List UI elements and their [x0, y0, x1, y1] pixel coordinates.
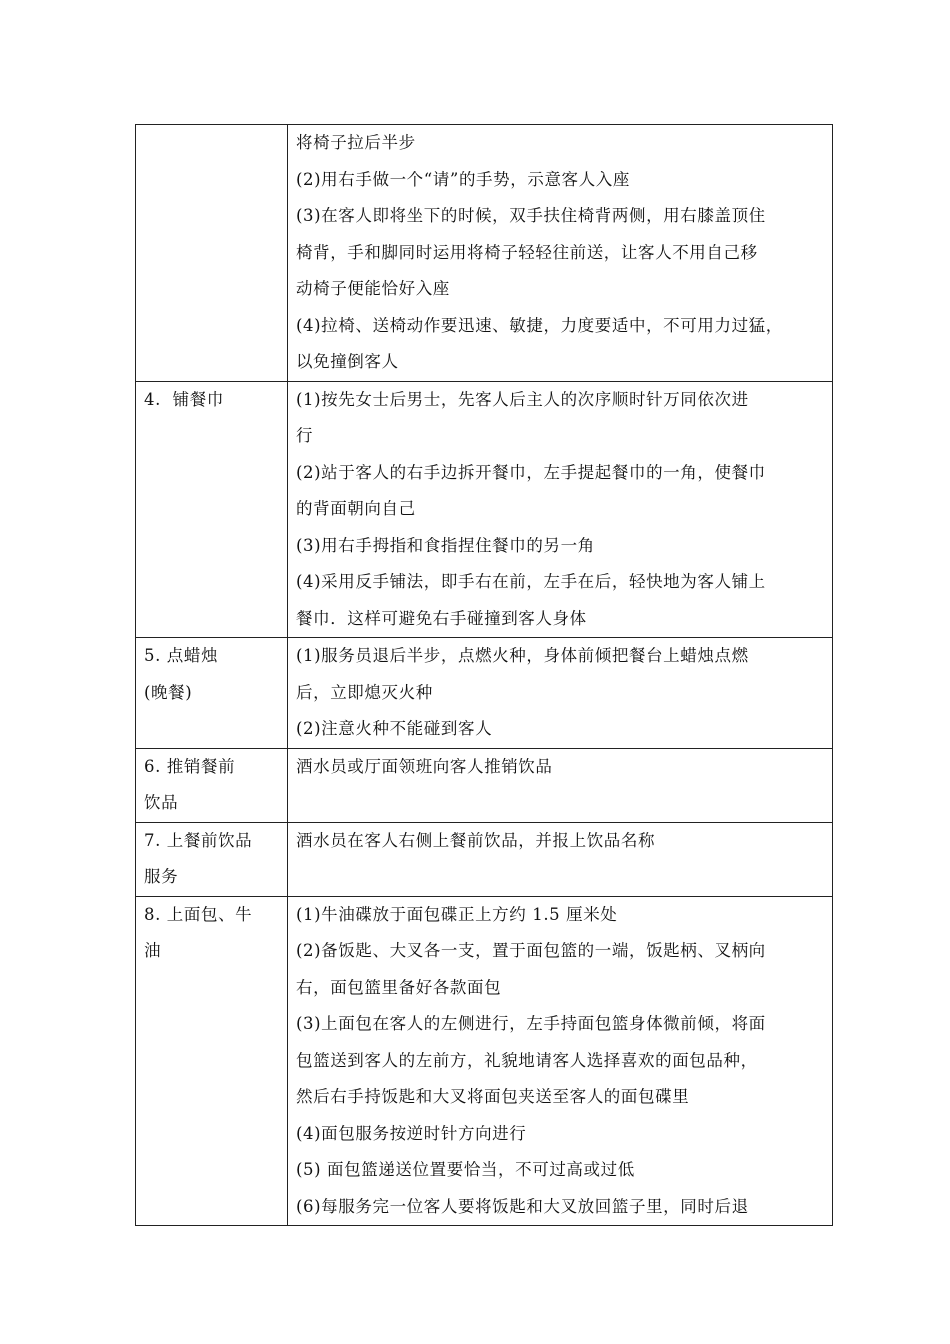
procedure-line: (3)用右手拇指和食指捏住餐巾的另一角	[296, 535, 595, 555]
table-row	[136, 822, 833, 896]
table-row	[136, 381, 833, 638]
procedure-line: (2)备饭匙、大叉各一支，置于面包篮的一端，饭匙柄、叉柄向	[296, 941, 766, 960]
step-cell	[136, 125, 288, 382]
procedure-line: 后，立即熄灭火种	[296, 682, 433, 702]
procedure-line: (6)每服务完一位客人要将饭匙和大叉放回篮子里，同时后退	[296, 1196, 749, 1216]
table-row	[136, 748, 833, 822]
procedure-line: 餐巾．这样可避免右手碰撞到客人身体	[296, 608, 587, 628]
procedure-line: (2)站于客人的右手边拆开餐巾，左手提起餐巾的一角，使餐巾	[296, 462, 766, 482]
step-cell: 5. 点蜡烛 (晚餐)	[136, 638, 288, 749]
procedure-line: 右，面包篮里备好各款面包	[296, 977, 502, 997]
table-row	[136, 638, 833, 749]
table-row	[136, 896, 833, 1226]
procedure-line: 椅背，手和脚同时运用将椅子轻轻往前送，让客人不用自己移	[296, 242, 758, 262]
procedure-line: 然后右手持饭匙和大叉将面包夹送至客人的面包碟里	[296, 1087, 690, 1106]
procedure-line: (5) 面包篮递送位置要恰当，不可过高或过低	[296, 1160, 635, 1179]
procedure-line: 行	[296, 426, 314, 445]
procedure-cell	[288, 896, 833, 1226]
table-row	[136, 125, 833, 382]
procedure-line: 酒水员在客人右侧上餐前饮品，并报上饮品名称	[296, 830, 656, 850]
procedure-cell	[288, 381, 833, 638]
procedure-line: (4)采用反手铺法，即手右在前，左手在后，轻快地为客人铺上	[296, 572, 766, 591]
procedure-line: (2)用右手做一个“请”的手势，示意客人入座	[296, 169, 630, 189]
step-cell: 6. 推销餐前 饮品	[136, 748, 288, 822]
step-cell: 8. 上面包、牛 油	[136, 896, 288, 1226]
procedure-line: (1)服务员退后半步，点燃火种，身体前倾把餐台上蜡烛点燃	[296, 646, 749, 665]
procedure-line: 将椅子拉后半步	[296, 133, 416, 152]
procedure-cell	[288, 822, 833, 896]
procedure-cell	[288, 748, 833, 822]
procedure-line: (3)在客人即将坐下的时候，双手扶住椅背两侧，用右膝盖顶住	[296, 206, 766, 225]
procedure-cell	[288, 125, 833, 382]
procedure-line: 动椅子便能恰好入座	[296, 279, 450, 298]
procedure-line: (1)牛油碟放于面包碟正上方约 1.5 厘米处	[296, 904, 618, 924]
procedure-line: (2)注意火种不能碰到客人	[296, 719, 493, 738]
procedure-line: (3)上面包在客人的左侧进行，左手持面包篮身体微前倾，将面	[296, 1014, 766, 1033]
procedure-line: (4)拉椅、送椅动作要迅速、敏捷，力度要适中，不可用力过猛，	[296, 315, 783, 335]
procedure-cell	[288, 638, 833, 749]
procedure-line: (1)按先女士后男士，先客人后主人的次序顺时针万同依次进	[296, 389, 749, 409]
service-procedure-table-container	[135, 124, 805, 1226]
procedure-line: 以免撞倒客人	[296, 352, 399, 371]
procedure-line: 酒水员或厅面领班向客人推销饮品	[296, 756, 553, 776]
service-procedure-table	[135, 124, 833, 1226]
procedure-line: (4)面包服务按逆时针方向进行	[296, 1123, 527, 1143]
procedure-line: 的背面朝向自己	[296, 499, 416, 518]
step-cell: 7. 上餐前饮品 服务	[136, 822, 288, 896]
step-cell: 4. 铺餐巾	[136, 381, 288, 638]
procedure-line: 包篮送到客人的左前方，礼貌地请客人选择喜欢的面包品种，	[296, 1050, 758, 1070]
